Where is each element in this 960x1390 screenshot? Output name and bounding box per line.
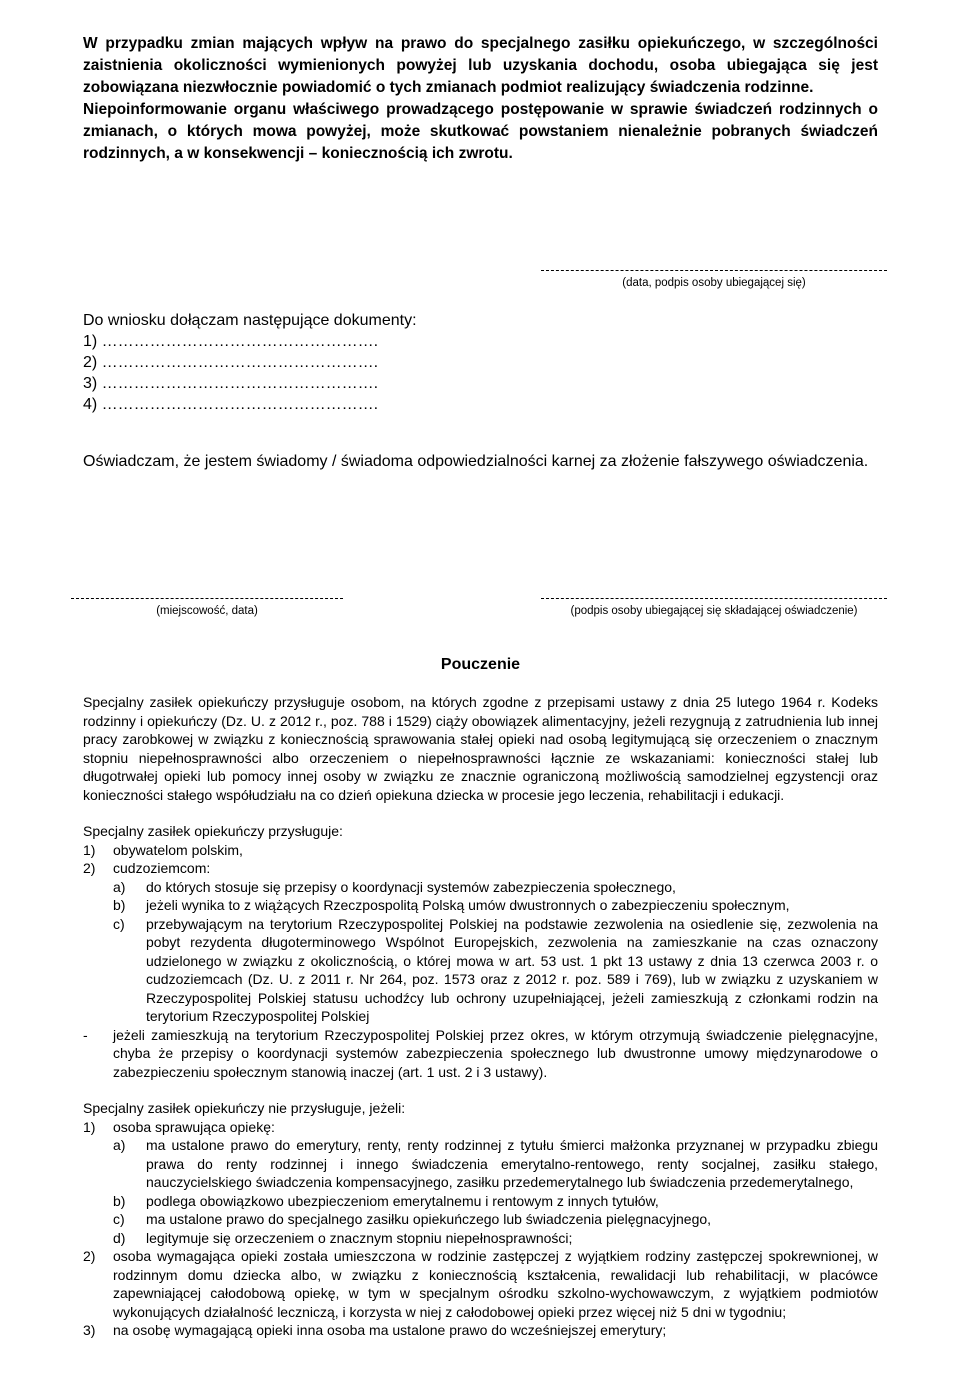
pouczenie-title: Pouczenie: [440, 656, 521, 673]
place-date-line: [71, 598, 343, 599]
attachment-item-3: 3) …………………………………………….: [83, 375, 379, 392]
place-date-caption: (miejscowość, data): [156, 605, 258, 617]
list-subitem: c) przebywającym na terytorium Rzeczypospolitej Polskiej na podstawie zezwolenia na osiedlenie się, zezwolenia na pobyt rezydenta długoterminowego Wspólnot Europejskich, zezwolenia na zamieszkanie na czas oznaczony udzielonego w związku z okolicznością, o której mowa w art. 53 ust. 1 pkt 13 ustawy z dnia 13 czerwca 2003 r. o cudzoziemcach (Dz. U. z 2011 r. Nr 264, poz. 1573 oraz z 2012 r. poz. 589 i 769), lub w związku z uzyskaniem w Rzeczypospolitej Polskiej statusu uchodźcy lub ochrony uzupełniającej, jeżeli zamieszkują z członkami rodzin na terytorium Rzeczypospolitej Polskiej: [113, 915, 878, 1024]
list-subitem: c) ma ustalone prawo do specjalnego zasiłku opiekuńczego lub świadczenia pielęgnacyjnego,: [113, 1211, 712, 1227]
list-item: - jeżeli zamieszkują na terytorium Rzeczypospolitej Polskiej przez okres, w którym otrzymują świadczenie pielęgnacyjne, chyba że przepisy o koordynacji systemów zabezpieczenia społecznego lub dwustronne umowy międzynarodowe o zabezpieczeniu społecznym stanowią inaczej (art. 1 ust. 2 i 3 ustawy).: [83, 1026, 878, 1080]
attachments-intro: Do wniosku dołączam następujące dokumenty:: [83, 312, 417, 329]
list-subitem: a) do których stosuje się przepisy o koordynacji systemów zabezpieczenia społecznego,: [113, 878, 676, 895]
list-item: 2) osoba wymagająca opieki została umieszczona w rodzinie zastępczej z wyjątkiem rodziny zastępczej spokrewnionej, w rodzinnym domu dziecka albo, w związku z koniecznością kształcenia, rewalidacji lub rehabilitacji, w placówce zapewniającej całodobową opiekę, w tym w specjalnym ośrodku szkolno-wychowawczym, z wyjątkiem podmiotów wykonujących działalność leczniczą, i korzysta w niej z całodobowej opieki przez więcej niż 5 dni w tygodniu;: [83, 1248, 878, 1320]
attachments-section: [83, 310, 878, 415]
list-item: 1) osoba sprawująca opiekę:: [83, 1118, 275, 1135]
ineligibility-heading: Specjalny zasiłek opiekuńczy nie przysługuje, jeżeli:: [83, 1100, 406, 1116]
attachment-item-1: 1) …………………………………………….: [83, 333, 379, 350]
list-item: 1) obywatelom polskim,: [83, 841, 243, 858]
attachment-item-2: 2) …………………………………………….: [83, 354, 379, 371]
signature-block-declarant: [541, 598, 887, 617]
pouczenie-intro: Specjalny zasiłek opiekuńczy przysługuje osobom, na których zgodne z przepisami ustawy z dnia 25 lutego 1964 r. Kodeks rodzinny i opiekuńczy (Dz. U. z 2012 r., poz. 788 i 1529) ciąży obowiązek alimentacyjny, jeżeli rezygnują z zatrudnienia lub innej pracy zarobkowej w związku z koniecznością sprawowania stałej opieki nad osobą legitymującą się orzeczeniem o znacznym stopniu niepełnosprawności albo orzeczeniem o niepełnosprawności łącznie ze wskazaniami: konieczności stałej lub długotrwałej opieki lub pomocy innej osoby w związku ze znacznie ograniczoną możliwością samodzielnej egzystencji oraz konieczności stałego współudziału na co dzień opiekuna dziecka w procesie jego leczenia, rehabilitacji i edukacji.: [83, 694, 878, 803]
change-notice: [83, 33, 878, 165]
signature-caption: (data, podpis osoby ubiegającej się): [622, 277, 806, 289]
list-item: 3) na osobę wymagającą opieki inna osoba ma ustalone prawo do wcześniejszej emerytury;: [83, 1322, 667, 1338]
notice-paragraph-2: Niepoinformowanie organu właściwego prowadzącego postępowanie w sprawie świadczeń rodzinnych o zmianach, o których mowa powyżej, może skutkować powstaniem nienależnie pobranych świadczeń rodzinnych, a w konsekwencji – koniecznością ich zwrotu.: [83, 101, 878, 162]
list-subitem: a) ma ustalone prawo do emerytury, renty, renty rodzinnej z tytułu śmierci małżonka przyznanej w przypadku zbiegu prawa do renty rodzinnej i innego świadczenia emerytalno-rentowego, renty socjalnej, zasiłku stałego, nauczycielskiego świadczenia kompensacyjnego, zasiłku przedemerytalnego lub świadczenia przedemerytalnego,: [113, 1137, 878, 1190]
declarant-signature-line: [541, 598, 887, 599]
eligibility-heading: Specjalny zasiłek opiekuńczy przysługuje:: [83, 823, 343, 839]
pouczenie-body: [83, 693, 878, 1340]
signature-block-applicant: [541, 270, 887, 289]
list-subitem: b) podlega obowiązkowo ubezpieczeniom emerytalnemu i rentowym z innych tytułów,: [113, 1192, 659, 1209]
signature-line: [541, 270, 887, 271]
declaration-text: Oświadczam, że jestem świadomy / świadoma odpowiedzialności karnej za złożenie fałszywego oświadczenia.: [83, 453, 869, 470]
list-subitem: b) jeżeli wynika to z wiążących Rzeczpospolitą Polską umów dwustronnych o zabezpieczeniu społecznym,: [113, 897, 790, 913]
notice-paragraph-1: W przypadku zmian mających wpływ na prawo do specjalnego zasiłku opiekuńczego, w szczególności zaistnienia okoliczności wymienionych powyżej lub uzyskania dochodu, osoba ubiegająca się jest zobowiązana niezwłocznie powiadomić o tych zmianach podmiot realizujący świadczenia rodzinne.: [83, 35, 878, 96]
list-subitem: d) legitymuje się orzeczeniem o znacznym stopniu niepełnosprawności;: [113, 1229, 573, 1246]
attachment-item-4: 4) …………………………………………….: [83, 396, 379, 413]
signature-block-place-date: [71, 598, 343, 617]
declarant-signature-caption: (podpis osoby ubiegającej się składającej oświadczenie): [570, 605, 858, 617]
list-item: 2) cudzoziemcom:: [83, 860, 211, 876]
